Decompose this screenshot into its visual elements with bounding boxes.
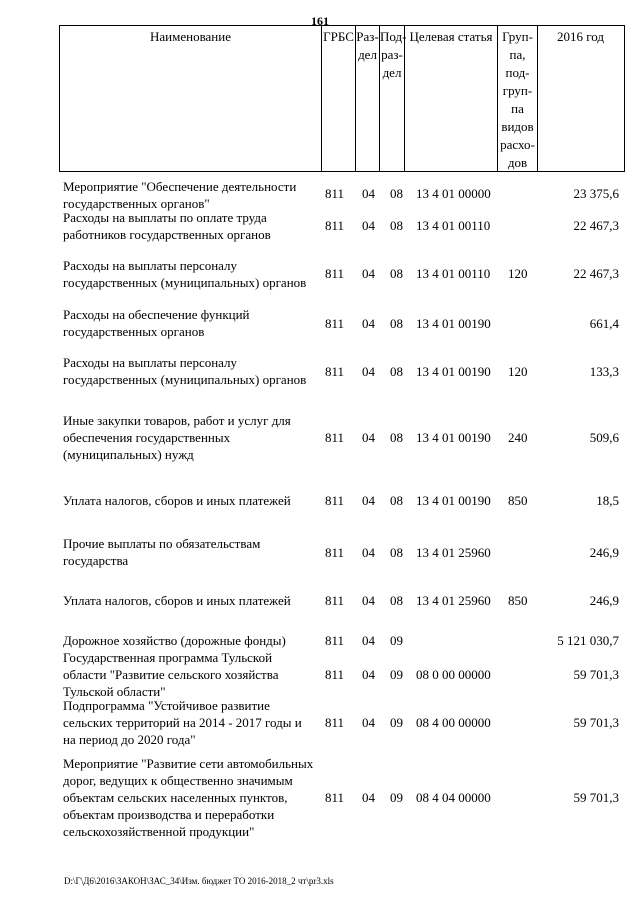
row-podrazdel: 08 [390, 545, 403, 560]
row-grbs: 811 [325, 186, 345, 201]
row-vid: 240 [508, 430, 528, 445]
row-podrazdel: 08 [390, 218, 403, 233]
row-sum: 133,3 [589, 364, 619, 379]
row-name: Государственная программа Тульской области "Развитие сельского хозяйства Тульской области" [63, 650, 279, 699]
row-name: Дорожное хозяйство (дорожные фонды) [63, 633, 286, 648]
row-podrazdel: 08 [390, 316, 403, 331]
row-podrazdel: 09 [390, 790, 403, 805]
row-razdel: 04 [362, 364, 375, 379]
row-name: Расходы на обеспечение функций государственных органов [63, 307, 250, 339]
page-number: 161 [311, 14, 329, 28]
row-podrazdel: 08 [390, 266, 403, 281]
row-name: Расходы на выплаты персоналу государственных (муниципальных) органов [63, 258, 307, 290]
row-sum: 22 467,3 [573, 218, 619, 233]
row-podrazdel: 09 [390, 633, 403, 648]
row-celevaya: 13 4 01 00000 [416, 186, 491, 201]
row-sum: 5 121 030,7 [557, 633, 619, 648]
row-podrazdel: 09 [390, 715, 403, 730]
row-razdel: 04 [362, 593, 375, 608]
row-sum: 246,9 [589, 593, 619, 608]
row-name: Прочие выплаты по обязательствам государства [63, 536, 261, 568]
header-name: Наименование [60, 26, 322, 171]
header-podrazdel: Под- раз- дел [380, 26, 405, 171]
row-vid: 850 [508, 493, 528, 508]
row-grbs: 811 [325, 364, 345, 379]
row-name: Расходы на выплаты персоналу государственных (муниципальных) органов [63, 355, 307, 387]
row-name: Расходы на выплаты по оплате труда работников государственных органов [63, 210, 271, 242]
file-path-footer: D:\Г\Д6\2016\ЗАКОН\ЗАС_34\Изм. бюджет ТО 2016-2018_2 чт\pr3.xls [64, 876, 334, 886]
row-sum: 59 701,3 [573, 715, 619, 730]
row-podrazdel: 08 [390, 186, 403, 201]
header-grbs: ГРБС [322, 26, 356, 171]
row-razdel: 04 [362, 667, 375, 682]
row-podrazdel: 08 [390, 430, 403, 445]
row-celevaya: 13 4 01 00190 [416, 430, 491, 445]
row-celevaya: 13 4 01 00110 [416, 218, 491, 233]
row-sum: 661,4 [589, 316, 619, 331]
row-sum: 59 701,3 [573, 667, 619, 682]
row-grbs: 811 [325, 430, 345, 445]
row-grbs: 811 [325, 266, 345, 281]
row-vid: 850 [508, 593, 528, 608]
row-grbs: 811 [325, 790, 345, 805]
header-razdel: Раз- дел [356, 26, 380, 171]
row-celevaya: 08 4 00 00000 [416, 715, 491, 730]
header-year: 2016 год [557, 29, 604, 44]
row-name: Уплата налогов, сборов и иных платежей [63, 493, 291, 508]
row-celevaya: 13 4 01 25960 [416, 593, 491, 608]
header-celevaya-statya: Целевая статья [405, 26, 498, 171]
row-sum: 23 375,6 [573, 186, 619, 201]
row-grbs: 811 [325, 715, 345, 730]
row-sum: 246,9 [589, 545, 619, 560]
row-grbs: 811 [325, 633, 345, 648]
row-celevaya: 08 4 04 00000 [416, 790, 491, 805]
row-vid: 120 [508, 364, 528, 379]
row-podrazdel: 09 [390, 667, 403, 682]
row-celevaya: 08 0 00 00000 [416, 667, 491, 682]
row-name: Мероприятие "Развитие сети автомобильных дорог, ведущих к общественно значимым объектам сельских населенных пунктов, объектам производства и переработки сельскохозяйственной продукции" [63, 756, 314, 839]
row-grbs: 811 [325, 493, 345, 508]
row-razdel: 04 [362, 545, 375, 560]
row-razdel: 04 [362, 266, 375, 281]
row-name: Мероприятие "Обеспечение деятельности государственных органов" [63, 179, 297, 211]
row-razdel: 04 [362, 493, 375, 508]
row-sum: 22 467,3 [573, 266, 619, 281]
row-name: Иные закупки товаров, работ и услуг для обеспечения государственных (муниципальных) нужд [63, 413, 291, 462]
row-razdel: 04 [362, 790, 375, 805]
row-name: Подпрограмма "Устойчивое развитие сельских территорий на 2014 - 2017 годы и на период до 2020 года" [63, 698, 302, 747]
row-razdel: 04 [362, 633, 375, 648]
row-razdel: 04 [362, 430, 375, 445]
row-sum: 59 701,3 [573, 790, 619, 805]
row-grbs: 811 [325, 218, 345, 233]
row-podrazdel: 08 [390, 593, 403, 608]
row-vid: 120 [508, 266, 528, 281]
row-celevaya: 13 4 01 00110 [416, 266, 491, 281]
table-header [59, 25, 625, 172]
row-grbs: 811 [325, 316, 345, 331]
row-sum: 509,6 [589, 430, 619, 445]
row-podrazdel: 08 [390, 493, 403, 508]
row-celevaya: 13 4 01 00190 [416, 316, 491, 331]
row-podrazdel: 08 [390, 364, 403, 379]
row-grbs: 811 [325, 593, 345, 608]
row-grbs: 811 [325, 545, 345, 560]
row-razdel: 04 [362, 186, 375, 201]
row-name: Уплата налогов, сборов и иных платежей [63, 593, 291, 608]
row-sum: 18,5 [596, 493, 619, 508]
row-razdel: 04 [362, 218, 375, 233]
row-celevaya: 13 4 01 25960 [416, 545, 491, 560]
row-razdel: 04 [362, 715, 375, 730]
row-celevaya: 13 4 01 00190 [416, 364, 491, 379]
row-grbs: 811 [325, 667, 345, 682]
row-celevaya: 13 4 01 00190 [416, 493, 491, 508]
header-vid-rashodov: Груп- па, под- груп- па видов расхо- дов [498, 26, 538, 171]
row-razdel: 04 [362, 316, 375, 331]
